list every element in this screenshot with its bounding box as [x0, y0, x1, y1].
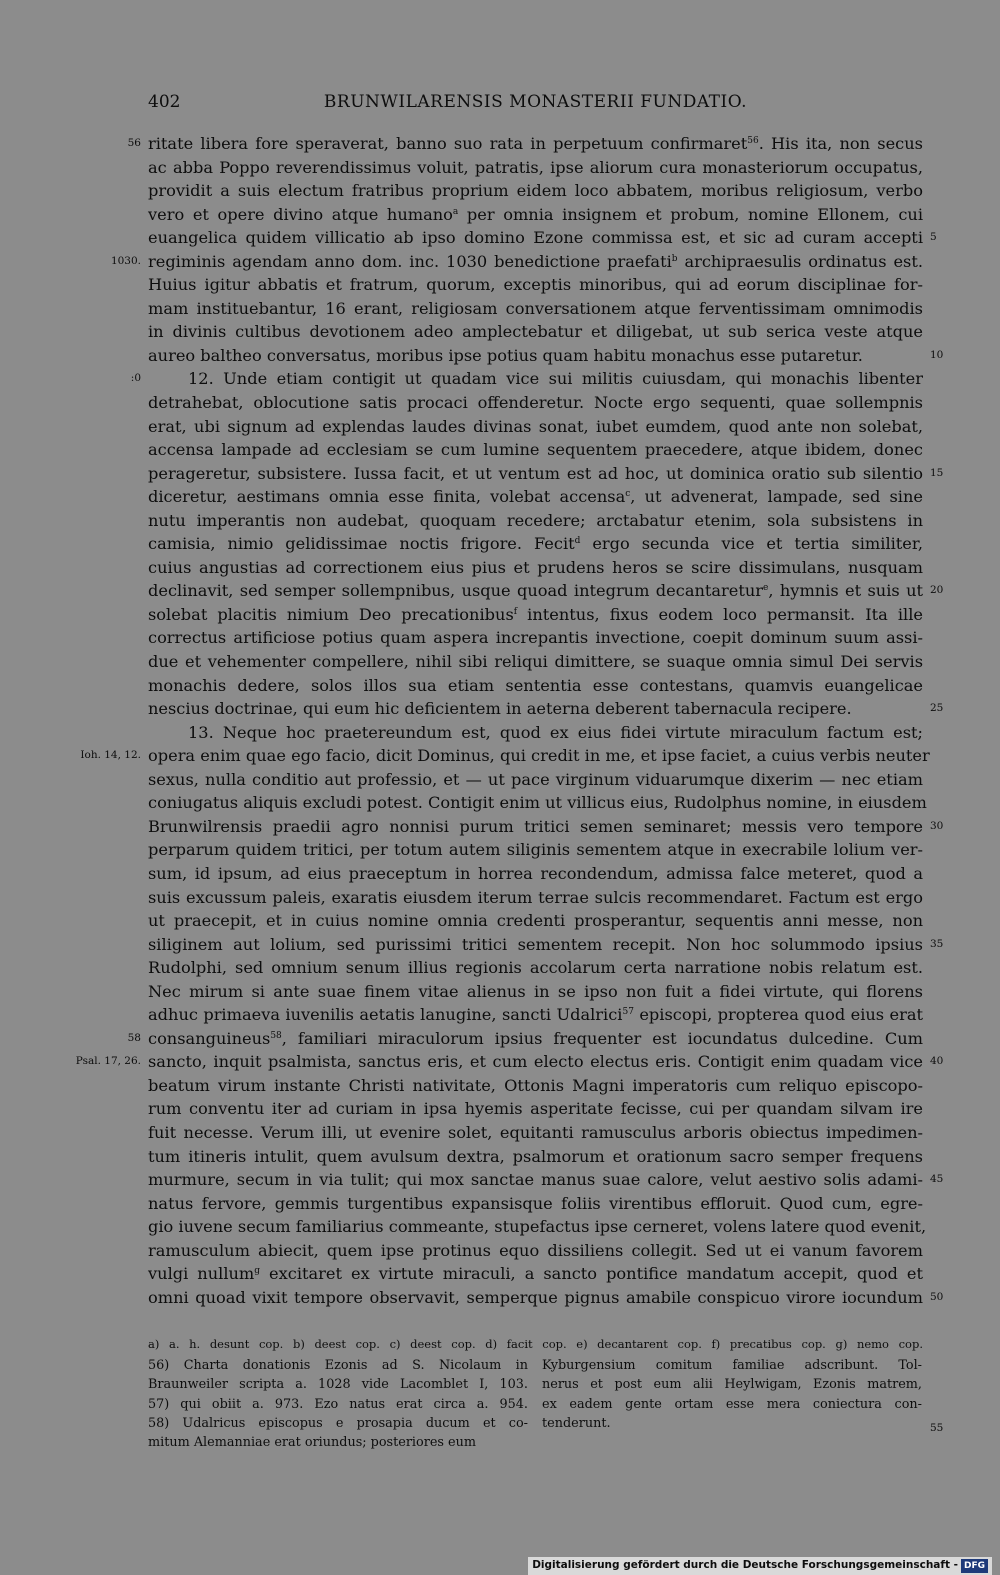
text-line	[80, 744, 930, 768]
line-text: consanguineus	[148, 1028, 271, 1048]
line-text: accensa lampade ad ecclesiam se cum lumine sequentem praecedere, atque ibidem, donec	[148, 440, 923, 460]
line-text: ritate libera fore speraverat, banno suo rata in perpetuum confirmaret	[148, 134, 748, 153]
text-line	[148, 462, 944, 486]
text-line	[148, 909, 923, 933]
text-line	[148, 721, 923, 745]
line-text: sum, id ipsum, ad eius praeceptum in horrea recondendum, admissa falce meteret, quod a	[148, 863, 923, 883]
line-text: providit a suis electum fratribus proprium eidem loco abbatem, moribus religiosum, verbo	[148, 181, 923, 201]
text-line	[148, 626, 923, 650]
line-number: 30	[930, 819, 944, 832]
text-line	[148, 674, 923, 698]
page-number: 402	[148, 92, 181, 112]
line-number: 15	[930, 466, 944, 479]
line-text: opera enim quae ego facio, dicit Dominus, qui credit in me, et ipse faciet, a cuius verbis neuter	[148, 746, 930, 766]
footnote-ref: g	[254, 1266, 261, 1277]
footnotes-right-column	[542, 1356, 922, 1433]
margin-note: 56	[127, 137, 141, 149]
text-line	[148, 226, 937, 250]
footnote-line: nerus et post eum alii Heylwigam, Ezonis matrem,	[542, 1377, 922, 1393]
text-line	[148, 509, 923, 533]
text-line	[148, 556, 923, 580]
line-text: aureo baltheo conversatus, moribus ipse potius quam habitu monachus esse putaretur.	[148, 345, 863, 365]
line-text: 13. Neque hoc praetereundum est, quod ex eius fidei virtute miraculum factum est;	[188, 722, 923, 742]
line-text: perparum quidem tritici, per totum autem siliginis sementem atque in execrabile lolium ver-	[148, 840, 923, 860]
line-text: camisia, nimio gelidissimae noctis frigore. Fecit	[148, 534, 575, 554]
margin-note: 1030.	[110, 254, 141, 267]
footnote-line: ex eadem gente ortam esse mera coniectura con-	[542, 1396, 922, 1412]
line-text: coniugatus aliquis excludi potest. Contigit enim ut villicus eius, Rudolphus nomine, in eiusdem	[148, 793, 927, 813]
text-line	[148, 156, 923, 180]
line-text: intentus, fixus eodem loco permansit. Ita ille	[517, 604, 923, 624]
line-text: omni quoad vixit tempore observavit, semperque pignus amabile conspicuo virore iocundum	[148, 1287, 923, 1307]
line-text: tum itineris intulit, quem avulsum dextra, psalmorum et orationum sacro semper frequens	[148, 1146, 923, 1166]
footnote-ref: f	[513, 606, 518, 617]
text-line	[148, 791, 927, 815]
text-line	[130, 367, 923, 391]
footnote-line: mitum Alemanniae erat oriundus; posteriores eum	[148, 1435, 477, 1451]
margin-note: Psal. 17, 26.	[75, 1055, 141, 1068]
line-text: adhuc primaeva iuvenilis aetatis lanugine, sancti Udalrici	[148, 1005, 623, 1025]
text-line	[148, 1145, 923, 1169]
line-number: 20	[930, 584, 944, 597]
footnote-ref: 57	[622, 1007, 634, 1018]
footnote-line: 56) Charta donationis Ezonis ad S. Nicolaum in	[148, 1358, 528, 1373]
line-text: correctus artificiose potius quam aspera increpantis invectione, coepit dominum suum assi-	[148, 628, 923, 648]
line-text: cuius angustias ad correctionem eius pius et prudens heros se scire dissimulans, nusquam	[148, 557, 923, 577]
text-line	[148, 485, 923, 509]
line-number: 10	[930, 348, 944, 361]
line-text: , hymnis et suis ut	[768, 581, 923, 601]
footnote-line: tenderunt.	[542, 1415, 611, 1431]
line-text: Nec mirum si ante suae finem vitae alienus in se ipso non fuit a fidei virtute, qui florens	[148, 981, 923, 1001]
footnote-ref: 56	[747, 136, 759, 146]
line-text: natus fervore, gemmis turgentibus expansisque foliis virentibus effloruit. Quod cum, egre-	[148, 1193, 923, 1213]
footnote-ref: e	[763, 583, 769, 594]
line-text: mam instituebantur, 16 erant, religiosam conversationem atque ferventissimam omnimodis	[148, 298, 923, 318]
text-line	[148, 532, 923, 556]
line-text: due et vehementer compellere, nihil sibi reliqui dimittere, se suaque omnia simul Dei servis	[148, 652, 923, 672]
line-text: , familiari miraculorum ipsius frequenter est iocundatus dulcedine. Cum	[281, 1028, 923, 1048]
line-text: 12. Unde etiam contigit ut quadam vice sui militis cuiusdam, qui monachis libenter	[188, 369, 923, 389]
text-line	[148, 415, 923, 439]
text-line	[148, 1286, 944, 1310]
page-header	[148, 92, 923, 116]
line-text: diceretur, aestimans omnia esse finita, volebat accensa	[148, 487, 626, 507]
text-line	[148, 1215, 927, 1239]
line-text: ut praecepit, et in cuius nomine omnia credenti prosperantur, sequentis anni messe, non	[148, 911, 923, 931]
dfg-logo: DFG	[961, 1559, 988, 1573]
footer-text: Digitalisierung gefördert durch die Deutsche Forschungsgemeinschaft -	[532, 1559, 958, 1571]
text-line	[148, 1097, 923, 1121]
text-line	[148, 956, 923, 980]
line-text: Brunwilrensis praedii agro nonnisi purum tritici semen seminaret; messis vero tempore	[148, 816, 923, 836]
line-text: archipraesulis ordinatus est.	[677, 251, 924, 271]
margin-note: Ioh. 14, 12.	[80, 749, 141, 762]
text-line	[148, 579, 944, 603]
running-title: BRUNWILARENSIS MONASTERII FUNDATIO.	[323, 92, 748, 112]
line-number: 40	[930, 1055, 944, 1068]
text-line	[148, 933, 944, 957]
footnote-line: Braunweiler scripta a. 1028 vide Lacomblet I, 103.	[148, 1377, 528, 1393]
text-line	[148, 1262, 923, 1286]
text-line	[148, 179, 923, 203]
text-line	[75, 1050, 944, 1074]
line-text: murmure, secum in via tulit; qui mox sanctae manus suae calore, velut aestivo solis adami-	[148, 1170, 923, 1190]
line-text: episcopi, propterea quod eius erat	[633, 1005, 923, 1025]
line-text: siliginem aut lolium, sed purissimi tritici sementem recepit. Non hoc solummodo ipsius	[148, 934, 923, 954]
line-text: nutu imperantis non audebat, quoquam recedere; arctabatur etenim, sola subsistens in	[148, 510, 923, 530]
text-line	[148, 320, 923, 344]
text-line	[148, 862, 923, 886]
text-line	[148, 344, 944, 368]
line-text: ergo secunda vice et tertia similiter,	[580, 534, 923, 554]
footnote-ref: 58	[270, 1030, 282, 1041]
line-text: Rudolphi, sed omnium senum illius regionis accolarum certa narratione nobis relatum est.	[148, 958, 923, 978]
line-text: per omnia insignem et probum, nomine Ellonem, cui	[458, 204, 923, 224]
line-text: erat, ubi signum ad explendas laudes divinas sonat, iubet eumdem, quod ante non solebat,	[148, 416, 923, 436]
line-text: beatum virum instante Christi nativitate, Ottonis Magni imperatoris cum reliquo episcopo-	[148, 1075, 923, 1095]
text-line	[127, 1027, 923, 1051]
main-text	[75, 132, 944, 1309]
text-line	[148, 1121, 923, 1145]
line-number: 35	[930, 937, 944, 950]
text-line	[148, 697, 944, 721]
line-text: regiminis agendam anno dom. inc. 1030 benedictione praefati	[148, 251, 672, 271]
line-text: fuit necesse. Verum illi, ut evenire solet, equitanti ramusculus arboris obiectus impedimen-	[148, 1122, 923, 1142]
footnote-ref: b	[671, 253, 678, 264]
text-line	[148, 391, 923, 415]
line-number: 45	[930, 1173, 944, 1186]
line-text: excitaret ex virtute miraculi, a sancto pontifice mandatum accepit, quod et	[260, 1264, 923, 1284]
footnote-line: 58) Udalricus episcopus e prosapia ducum et co-	[148, 1415, 528, 1431]
text-line	[148, 1074, 923, 1098]
line-number: 50	[930, 1290, 944, 1303]
text-line	[148, 838, 923, 862]
text-line	[148, 1168, 944, 1192]
line-text: in divinis cultibus devotionem adeo amplectebatur et diligebat, ut sub serica veste atque	[148, 322, 923, 342]
text-line	[148, 815, 944, 839]
footnote-line: 57) qui obiit a. 973. Ezo natus erat circa a. 954.	[148, 1396, 528, 1412]
line-text: perageretur, subsistere. Iussa facit, et ut ventum est ad hoc, ut dominica oratio sub silentio	[148, 463, 923, 483]
margin-note: 58	[127, 1031, 141, 1044]
text-line	[148, 1003, 923, 1027]
footnote-line: Kyburgensium comitum familiae adscribunt. Tol-	[542, 1358, 922, 1373]
text-line	[148, 273, 923, 297]
line-text: sexus, nulla conditio aut professio, et — ut pace virginum viduarumque dixerim — nec etiam	[148, 769, 923, 789]
line-text: euangelica quidem villicatio ab ipso domino Ezone commissa est, et sic ad curam accepti	[148, 228, 923, 248]
funding-footer	[528, 1557, 992, 1575]
footnote-ref: d	[574, 536, 581, 547]
line-text: gio iuvene secum familiarius commeante, stupefactus ipse cerneret, volens latere quod evenit,	[148, 1217, 927, 1237]
footnote-ref: a	[452, 206, 459, 217]
line-text: vero et opere divino atque humano	[148, 204, 453, 224]
text-line	[148, 203, 923, 227]
line-number: 25	[930, 702, 944, 715]
text-line	[148, 980, 923, 1004]
text-line	[148, 603, 923, 627]
line-number: 55	[930, 1422, 944, 1434]
text-line	[148, 886, 923, 910]
text-line	[148, 650, 923, 674]
line-text: suis excussum paleis, exaratis eiusdem iterum terrae sulcis recommendaret. Factum est ergo	[148, 887, 923, 907]
text-line	[127, 132, 923, 156]
line-text: declinavit, sed semper sollempnibus, usque quoad integrum decantaretur	[148, 581, 764, 601]
footnotes-left-column	[148, 1356, 528, 1452]
line-text: detrahebat, oblocutione satis procaci offenderetur. Nocte ergo sequenti, quae sollempnis	[148, 393, 923, 413]
line-text: solebat placitis nimium Deo precationibus	[148, 604, 514, 624]
text-line	[110, 250, 924, 274]
footnote-ref: c	[625, 489, 631, 500]
text-line	[148, 1239, 923, 1263]
text-line	[148, 297, 923, 321]
margin-note: :0	[130, 372, 141, 385]
line-text: sancto, inquit psalmista, sanctus eris, et cum electo electus eris. Contigit enim quadam vice	[148, 1052, 923, 1072]
line-text: monachis dedere, solos illos sua etiam sententia esse contestans, quamvis euangelicae	[148, 675, 923, 695]
line-text: , ut advenerat, lampade, sed sine	[630, 487, 923, 507]
line-text: Huius igitur abbatis et fratrum, quorum, exceptis minoribus, qui ad eorum disciplinae for-	[148, 275, 923, 295]
line-text: . His ita, non secus	[758, 134, 923, 153]
line-text: rum conventu iter ad curiam in ipsa hyemis asperitate fecisse, cui per quandam silvam ire	[148, 1099, 923, 1119]
line-text: vulgi nullum	[148, 1264, 255, 1284]
line-number: 5	[930, 231, 937, 244]
text-line	[148, 438, 923, 462]
line-text: ramusculum abiecit, quem ipse protinus equo dissiliens collegit. Sed ut ei vanum favorem	[148, 1240, 923, 1260]
line-text: ac abba Poppo reverendissimus voluit, patratis, ipse aliorum cura monasteriorum occupatus,	[148, 157, 923, 177]
line-text: nescius doctrinae, qui eum hic deficientem in aeterna deberent tabernacula recipere.	[148, 699, 852, 719]
text-line	[148, 1192, 923, 1216]
text-line	[148, 768, 923, 792]
apparatus-criticus: a) a. h. desunt cop. b) deest cop. c) deest cop. d) facit cop. e) decantarent cop. f) precatibus cop. g) nemo cop.	[148, 1337, 923, 1351]
